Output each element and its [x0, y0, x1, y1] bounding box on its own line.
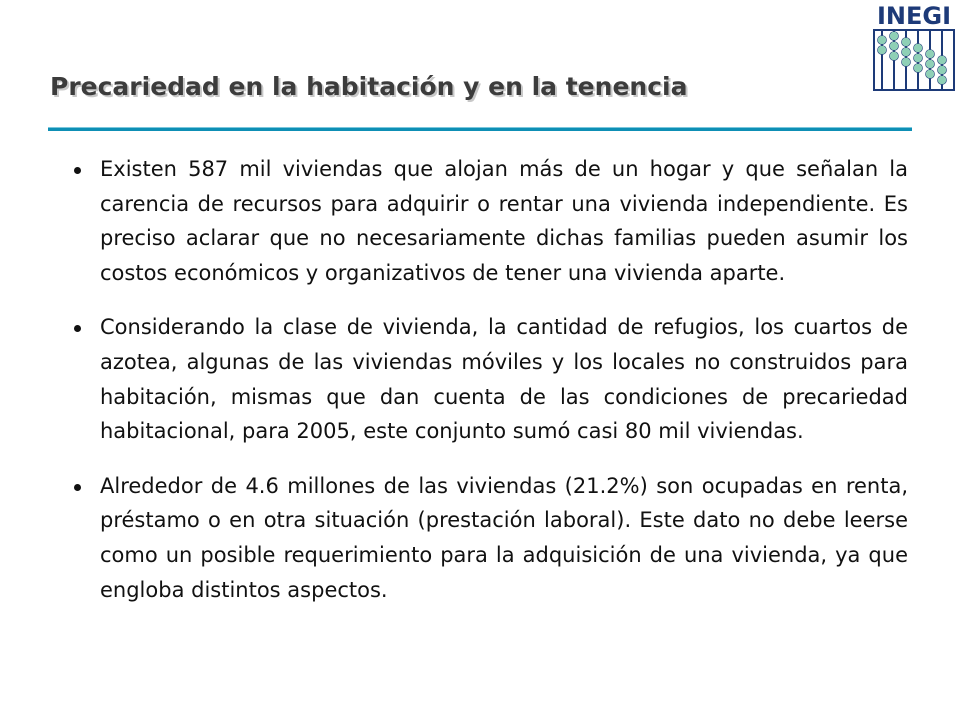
inegi-logo-text: INEGI [876, 2, 952, 30]
bullet-list [72, 152, 908, 627]
bullet-text: Considerando la clase de vivienda, la cantidad de refugios, los cuartos de azotea, algunas de las viviendas móviles y los locales no construidos para habitación, mismas que dan cuenta de las condiciones de precariedad habitacional, para 2005, este conjunto sumó casi 80 mil viviendas. [100, 315, 908, 444]
bullet-text: Existen 587 mil viviendas que alojan más de un hogar y que señalan la carencia de recursos para adquirir o rentar una vivienda independiente. Es preciso aclarar que no necesariamente dichas familias pueden asumir los costos económicos y organizativos de tener una vivienda aparte. [100, 157, 908, 285]
title-divider [48, 127, 912, 131]
bullet-item-1 [72, 152, 908, 290]
bullet-icon [74, 325, 81, 332]
bullet-item-2 [72, 310, 908, 448]
bullet-item-3 [72, 469, 908, 607]
page-title: Precariedad en la habitación y en la tenencia [50, 72, 688, 101]
inegi-logo [870, 0, 958, 92]
bullet-icon [74, 484, 81, 491]
bullet-icon [74, 167, 81, 174]
bullet-text: Alrededor de 4.6 millones de las viviendas (21.2%) son ocupadas en renta, préstamo o en otra situación (prestación laboral). Este dato no debe leerse como un posible requerimiento para la adquisición de una vivienda, ya que engloba distintos aspectos. [100, 473, 908, 602]
